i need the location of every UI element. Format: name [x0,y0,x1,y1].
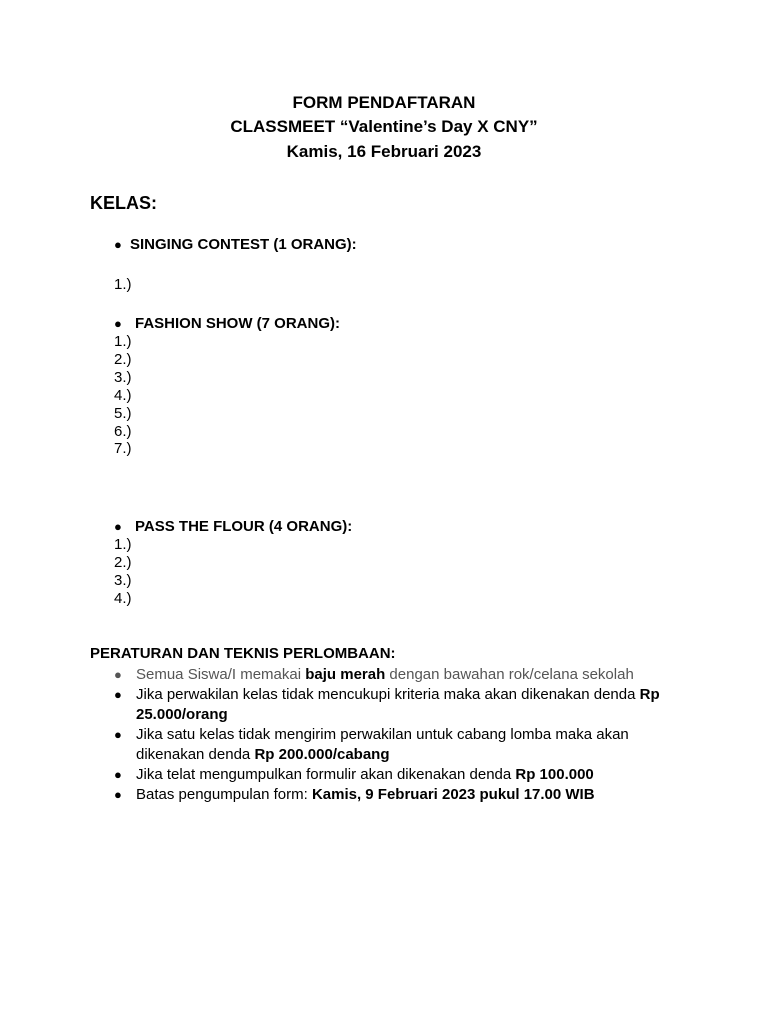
rule-item: ● Batas pengumpulan form: Kamis, 9 Februari 2023 pukul 17.00 WIB [114,786,595,803]
rule-item: ● Semua Siswa/I memakai baju merah dengan bawahan rok/celana sekolah [114,666,634,683]
flour-item-2: 2.) [114,554,132,571]
fashion-item-1: 1.) [114,333,132,350]
fashion-item-7: 7.) [114,440,132,457]
bullet-icon: ● [114,687,122,702]
rules-heading: PERATURAN DAN TEKNIS PERLOMBAAN: [90,645,396,662]
bullet-icon: ● [114,767,122,782]
fashion-item-6: 6.) [114,423,132,440]
fashion-show-title: FASHION SHOW (7 ORANG): [135,315,340,332]
rule-item: ● Jika perwakilan kelas tidak mencukupi kriteria maka akan dikenakan denda Rp 25.000/orang [114,686,660,723]
rule-item: ● Jika satu kelas tidak mengirim perwakilan untuk cabang lomba maka akan dikenakan denda Rp 200.000/cabang [114,726,629,763]
fashion-item-5: 5.) [114,405,132,422]
bullet-icon: ● [114,316,122,331]
event-title: CLASSMEET “Valentine’s Day X CNY” [230,117,538,136]
singing-item-1: 1.) [114,276,132,293]
fashion-item-2: 2.) [114,351,132,368]
singing-contest-heading [114,236,357,254]
form-title: FORM PENDAFTARAN [292,93,476,112]
fashion-show-heading [114,315,340,333]
pass-the-flour-title: PASS THE FLOUR (4 ORANG): [135,518,353,535]
rules-list [114,665,674,805]
bullet-icon: ● [114,727,122,742]
event-date: Kamis, 16 Februari 2023 [286,142,482,161]
rule-item: ● Jika telat mengumpulkan formulir akan dikenakan denda Rp 100.000 [114,766,594,783]
pass-the-flour-heading [114,518,352,536]
fashion-item-4: 4.) [114,387,132,404]
flour-item-1: 1.) [114,536,132,553]
bullet-icon: ● [114,787,122,802]
bullet-icon: ● [114,519,122,534]
flour-item-4: 4.) [114,590,132,607]
bullet-icon: ● [114,237,122,252]
flour-item-3: 3.) [114,572,132,589]
fashion-item-3: 3.) [114,369,132,386]
singing-contest-title: SINGING CONTEST (1 ORANG): [130,236,357,253]
kelas-label: KELAS: [90,193,157,213]
bullet-icon: ● [114,667,122,682]
